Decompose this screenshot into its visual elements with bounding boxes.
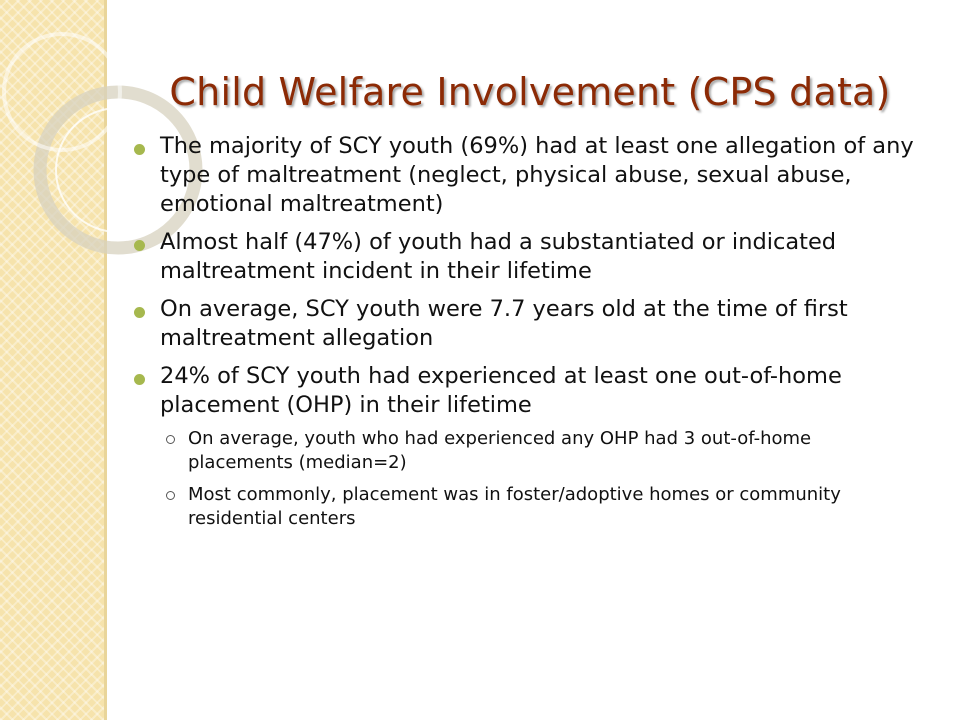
sub-bullet-text: Most commonly, placement was in foster/adoptive homes or community residential centers xyxy=(188,484,841,529)
bullet-dot-icon xyxy=(134,307,145,318)
bullet-item xyxy=(134,295,914,353)
sub-bullet-item xyxy=(134,427,914,475)
slide-body xyxy=(134,132,914,541)
bullet-text: The majority of SCY youth (69%) had at least one allegation of any type of maltreatment (neglect, physical abuse, sexual abuse, emotional maltreatment) xyxy=(160,133,914,217)
decorative-sidebar xyxy=(0,0,104,720)
bullet-dot-icon xyxy=(134,144,145,155)
bullet-dot-icon xyxy=(134,374,145,385)
sub-bullet-ring-icon xyxy=(166,435,175,444)
bullet-item xyxy=(134,362,914,420)
bullet-item xyxy=(134,228,914,286)
sub-bullet-text: On average, youth who had experienced any OHP had 3 out-of-home placements (median=2) xyxy=(188,428,812,473)
slide-title: Child Welfare Involvement (CPS data) xyxy=(169,70,891,114)
bullet-text: Almost half (47%) of youth had a substantiated or indicated maltreatment incident in their lifetime xyxy=(160,229,837,284)
bullet-dot-icon xyxy=(134,240,145,251)
bullet-item xyxy=(134,132,914,219)
bullet-text: 24% of SCY youth had experienced at least one out-of-home placement (OHP) in their lifetime xyxy=(160,363,842,418)
sidebar-edge xyxy=(104,0,107,720)
sub-bullet-ring-icon xyxy=(166,491,175,500)
bullet-text: On average, SCY youth were 7.7 years old at the time of first maltreatment allegation xyxy=(160,296,848,351)
sub-bullet-item xyxy=(134,483,914,531)
